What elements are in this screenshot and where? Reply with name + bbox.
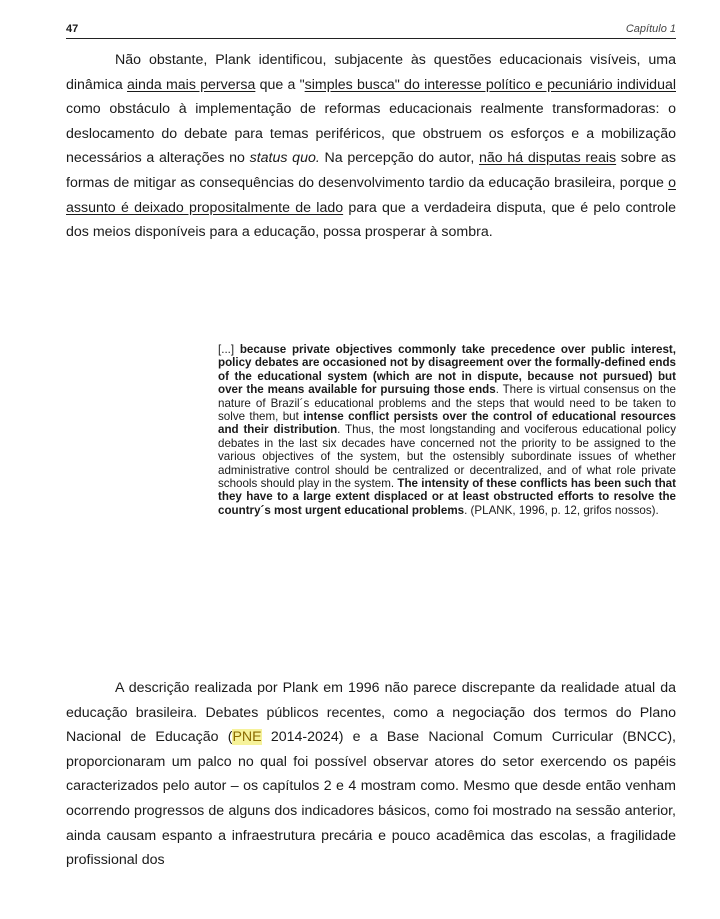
paragraph-1 — [66, 48, 676, 245]
text-run: sobre as formas de mitigar as consequências do desenvolvimento tardio da educação brasileira, porque — [66, 150, 676, 191]
underlined-text: não há disputas reais — [478, 150, 617, 167]
text-run: A descrição realizada por Plank em 1996 não parece discrepante da realidade atual da educação brasileira. Debates públicos recentes, como a negociação dos termos do Plano Nacional de Educação ( — [66, 680, 676, 746]
chapter-title: Capítulo 1 — [625, 23, 676, 35]
paragraph-2 — [66, 676, 676, 873]
text-run: para que a verdadeira disputa, que é pelo controle dos meios disponíveis para a educação, possa prosperar à sombra. — [66, 199, 676, 241]
underlined-text: ainda mais perversa — [127, 76, 256, 93]
quote-citation: . (PLANK, 1996, p. 12, grifos nossos). — [464, 503, 659, 517]
page-header — [66, 20, 676, 39]
quote-bold-text: The intensity of these conflicts has been such that they have to a large extent displaced or at least obstructed efforts to resolve the country´s most urgent educational problems — [218, 477, 676, 517]
quote-text: [...] — [218, 343, 240, 356]
highlighted-term: PNE — [232, 729, 262, 746]
page-number: 47 — [66, 23, 79, 35]
quote-text: . Thus, the most longstanding and vociferous educational policy debates in the last six decades have concerned not the priority to be assigned to the various objectives of the system, but the ostensibly subordinate issues of whether administrative control should be centralized or decentralized, and of what role private schools should play in the system. — [218, 423, 676, 491]
underlined-text: o assunto é deixado propositalmente de lado — [66, 174, 676, 216]
text-run: que a " — [255, 76, 305, 93]
quote-bold-text: intense conflict persists over the control of educational resources and their distribution — [218, 410, 676, 437]
quote-bold-text: because private objectives commonly take precedence over public interest, policy debates are occasioned not by disagreement over the formally-defined ends of the educational system (which are not in dispute, because not pursued) but over the means available for pursuing those ends — [218, 343, 676, 397]
block-quote — [218, 343, 676, 517]
italic-text: status quo. — [249, 150, 320, 167]
text-run: 2014-2024) e a Base Nacional Comum Curricular (BNCC), proporcionaram um palco no qual foi possível observar atores do setor exercendo os papéis caracterizados pelo autor – os capítulos 2 e 4 mostram como. Mesmo que desde então venham ocorrendo progressos de alguns dos indicadores básicos, como foi mostrado na sessão anterior, ainda causam espanto a infraestrutura precária e pouco acadêmica das escolas, a fragilidade profissional dos — [66, 729, 676, 869]
text-run: Na percepção do autor, — [319, 150, 479, 167]
underlined-text: simples busca" do interesse político e pecuniário individual — [304, 76, 676, 93]
quote-text: . There is virtual consensus on the nature of Brazil´s educational problems and the steps that would need to be taken to solve them, but — [218, 383, 676, 424]
text-run: Não obstante, Plank identificou, subjacente às questões educacionais visíveis, uma dinâmica — [66, 52, 676, 93]
text-run: como obstáculo à implementação de reformas educacionais realmente transformadoras: o deslocamento do debate para temas periféricos, que obstruem os esforços e a mobilização necessários a alterações no — [66, 101, 676, 167]
